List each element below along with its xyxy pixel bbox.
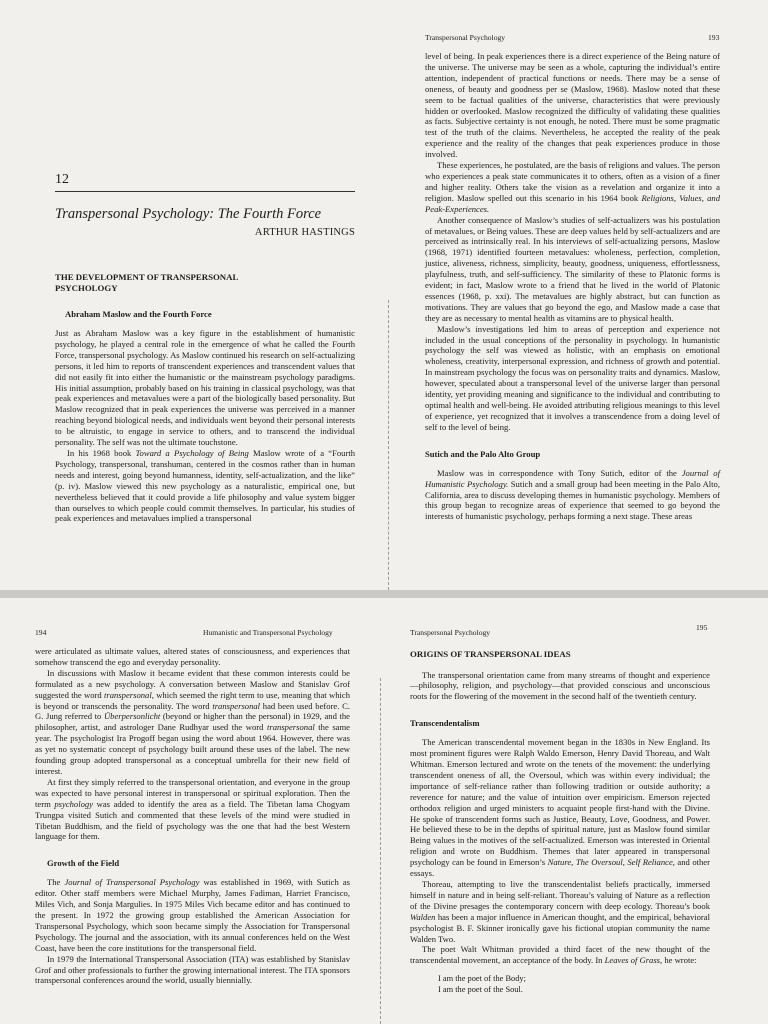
gutter-line (388, 300, 389, 590)
paragraph: In his 1968 book Toward a Psychology of Being Maslow wrote of a “Fourth Psychology, transpersonal, transhuman, centered in the cosmos rather than in human needs and interest, going beyond humanness, identity, self-actualization, and the like” (p. iv). Maslow viewed this new psychology as a naturalistic, empirical one, but nevertheless believed that it could provide a life philosophy and value system bigger than ourselves to which people could commit themselves. In particular, his studies of peak experiences and metavalues implied a transpersonal (55, 447, 355, 524)
bottom-spread (0, 598, 768, 1024)
chapter-rule (55, 191, 355, 192)
subsection-heading: Abraham Maslow and the Fourth Force (65, 309, 212, 319)
chapter-opening (55, 172, 355, 238)
page-195-body (410, 649, 710, 996)
paragraph: Maslow’s investigations led him to areas of perception and experience not included in the usual conceptions of the personality in psychology. In humanistic psychology the self was viewed as holistic, with an emphasis on emotional wholeness, creativity, interpersonal expression, and richness of growth and potential. In mainstream psychology the focus was on personality traits and dynamics. Maslow, however, speculated about a transpersonal level of the universe larger than personal identity, yet providing meaning and significance to the individual and contributing to optimal health and well-being. He avoided attributing religious meanings to this level of experience, yet recognized that it involves a transcendence from a doing level of self to the level of being. (425, 323, 720, 432)
chapter-number: 12 (55, 172, 69, 187)
paragraph: The poet Walt Whitman provided a third facet of the new thought of the transcendental movement, an acceptance of the body. In Leaves of Grass, he wrote: (410, 944, 710, 966)
subsection-heading: Sutich and the Palo Alto Group (425, 448, 541, 459)
running-head: Transpersonal Psychology (425, 33, 506, 42)
paragraph: In 1979 the International Transpersonal Association (ITA) was established by Stanislav Grof and other professionals to further the growing international interest. The ITA sponsors transpersonal conferences around the world, usually biennially. (35, 953, 350, 986)
paragraph: Another consequence of Maslow’s studies of self-actualizers was his postulation of metavalues, or Being values. These are deep values held by self-actualizers and are perceived as intrinsically real. In his interviews of self-actualizing persons, Maslow (1968, 1971) identified fourteen metavalues: wholeness, perfection, completion, justice, aliveness, richness, simplicity, beauty, goodness, uniqueness, effortlessness, playfulness, truth, and self-sufficiency. The similarity of these to Platonic forms is evident; in fact, Maslow wrote to a friend that he lived in the world of Platonic essences (1968, p. xxi). The metavalues are highly abstract, but can function as motivations. They are values that go beyond the ego, and Maslow made a case that they are as necessary to mental health as vitamins are to physical health. (425, 214, 721, 323)
paragraph: were articulated as ultimate values, altered states of consciousness, and experiences that somehow transcend the ego and everyday personality. (35, 646, 350, 667)
page-number: 193 (708, 33, 720, 42)
section-heading: ORIGINS OF TRANSPERSONAL IDEAS (410, 649, 571, 659)
chapter-author: ARTHUR HASTINGS (254, 227, 355, 238)
paragraph: Maslow was in correspondence with Tony Sutich, editor of the Journal of Humanistic Psychology. Sutich and a small group had been meeting in the Palo Alto, California, area to discuss developing themes in humanistic psychology. Members of this group began to recognize areas of experience that seemed to go beyond the interests of humanistic psychology, perhaps forming a next stage. These areas (425, 467, 720, 522)
poem-line: I am the poet of the Soul. (438, 985, 523, 995)
paragraph: The Journal of Transpersonal Psychology was established in 1969, with Sutich as editor. Other staff members were Michael Murphy, James Fadiman, Harriet Francisco, Miles Vich, and Sonja Margulies. In 1975 Miles Vich became editor and has continued to the present. In 1972 the growing group established the American Association for Transpersonal Psychology, which soon became simply the Association for Transpersonal Psychology. The journal and the association, with its annual conferences held on the West Coast, have been the core institutions for the transpersonal field. (35, 877, 350, 953)
subsection-heading: Transcendentalism (410, 718, 480, 729)
page-number: 195 (696, 623, 708, 632)
page-193-body (425, 51, 720, 522)
page-number: 194 (35, 628, 47, 637)
page-194-body (35, 646, 350, 986)
paragraph: Thoreau, attempting to live the transcendentalist beliefs practically, immersed himself in nature and in being self-reliant. Thoreau’s valuing of Nature as a reflection of the Divine presages the contemporary concern with deep ecology. Thoreau’s book Walden has been a major influence in American thought, and the empirical, behavioral psychologist B. F. Skinner ironically gave his fictional utopian community the name Walden Two. (410, 879, 710, 944)
page-192-body (55, 272, 355, 524)
paragraph: Just as Abraham Maslow was a key figure in the establishment of humanistic psychology, he played a central role in the emergence of what he called the Fourth Force, transpersonal psychology. As Maslow continued his research on self-actualizing persons, it led him to reports of transcendent experiences and transcendent values that did not easily fit into either the humanistic or the mainstream psychology paradigms. His initial assumption, probably based on his training in classical psychology, was that peak experiences and metavalues were a part of the biologically based personality. But Maslow recognized that in peak experiences the universe was perceived in a manner reaching beyond biological needs, and individuals went beyond their personal interests to be altruistic, to engage in service to others, and to transcend the individual personality. The self was not the ultimate touchstone. (55, 328, 355, 448)
paragraph: The American transcendental movement began in the 1830s in New England. Its most prominent figures were Ralph Waldo Emerson, Henry David Thoreau, and Walt Whitman. Emerson lectured and wrote on the tenets of the movement: the underlying transcendent oneness of all, the Oversoul, which was within every individual; the importance of self-reliance rather than following tradition or outside authority; a reverence for nature; and the value of intuition over empiricism. Emerson rejected orthodox religion and urged ministers to acquaint people first-hand with the Divine. He spoke of transcendent forms such as Justice, Beauty, Love, Goodness, and Power. He believed these to be in the depths of spiritual nature, just as Maslow found similar Being values in the motives of the self-actualized. Emerson was interested in Oriental religion and wrote on Buddhism. Themes that later appeared in transpersonal psychology can be found in Emerson’s Nature, The Oversoul, Self Reliance, and other essays. (410, 737, 710, 879)
paragraph: In discussions with Maslow it became evident that these common interests could be formulated as a new psychology. A conversation between Maslow and Stanislav Grof suggested the word transpersonal, which seemed the right term to use, meaning that which is beyond or transcends the personality. The word transpersonal had been used before. C. G. Jung referred to Überpersonlicht (beyond or higher than the personal) in 1929, and the philosopher, artist, and astrologer Dane Rudhyar used the word transpersonal the same year. The psychologist Ira Progoff began using the word about 1964. However, there was as yet no systematic concept of psychology built around these uses of the label. The new founding group adopted transpersonal as a conceptual umbrella for their new field of interest. (35, 667, 350, 776)
running-head: Humanistic and Transpersonal Psychology (203, 628, 333, 637)
running-head: Transpersonal Psychology (410, 628, 491, 637)
paragraph: The transpersonal orientation came from many streams of thought and experience—philosophy, religion, and psychology—that provided conscious and unconscious roots for the flowering of the movement in the second half of the twentieth century. (410, 669, 710, 702)
subsection-heading: Growth of the Field (47, 858, 120, 869)
gutter-line (380, 678, 381, 1024)
paragraph: At first they simply referred to the transpersonal orientation, and everyone in the group was expected to have personal interest in transpersonal or spiritual exploration. Then the term psychology was added to identify the area as a field. The Tibetan lama Chogyam Trungpa visited Sutich and commented that these levels of the mind were studied in Tibetan Buddhism, and the field of psychology was the one that had the best Western language for them. (35, 776, 350, 842)
paragraph: level of being. In peak experiences there is a direct experience of the Being nature of the universe. The universe may be seen as a whole, capturing the individual’s entire attention, independent of practical functions or needs. There may be a sense of oneness, of beauty and goodness per se (Maslow, 1968). Maslow noted that these seem to be factual qualities of the universe, characteristics that were previously hidden or overlooked. Maslow recognized the difficulty of validating these qualities as facts. Subjective certainty is not enough, he noted. There must be some pragmatic test of the truth of the claims. Nevertheless, he accepted the reality of the peak experience and the reality of the changes that peak experiences produce in those involved. (425, 51, 720, 160)
paragraph: These experiences, he postulated, are the basis of religions and values. The person who experiences a peak state communicates it to others, often as a vision of a finer and higher reality. Others take the vision as a revelation and organize it into a religion. Maslow spelled out this scenario in his 1964 book Religions, Values, and Peak-Experiences. (425, 160, 721, 214)
section-heading: THE DEVELOPMENT OF TRANSPERSONAL PSYCHOLOGY (55, 272, 238, 293)
chapter-title: Transpersonal Psychology: The Fourth Force (55, 206, 322, 222)
poem-line: I am the poet of the Body; (438, 974, 526, 984)
